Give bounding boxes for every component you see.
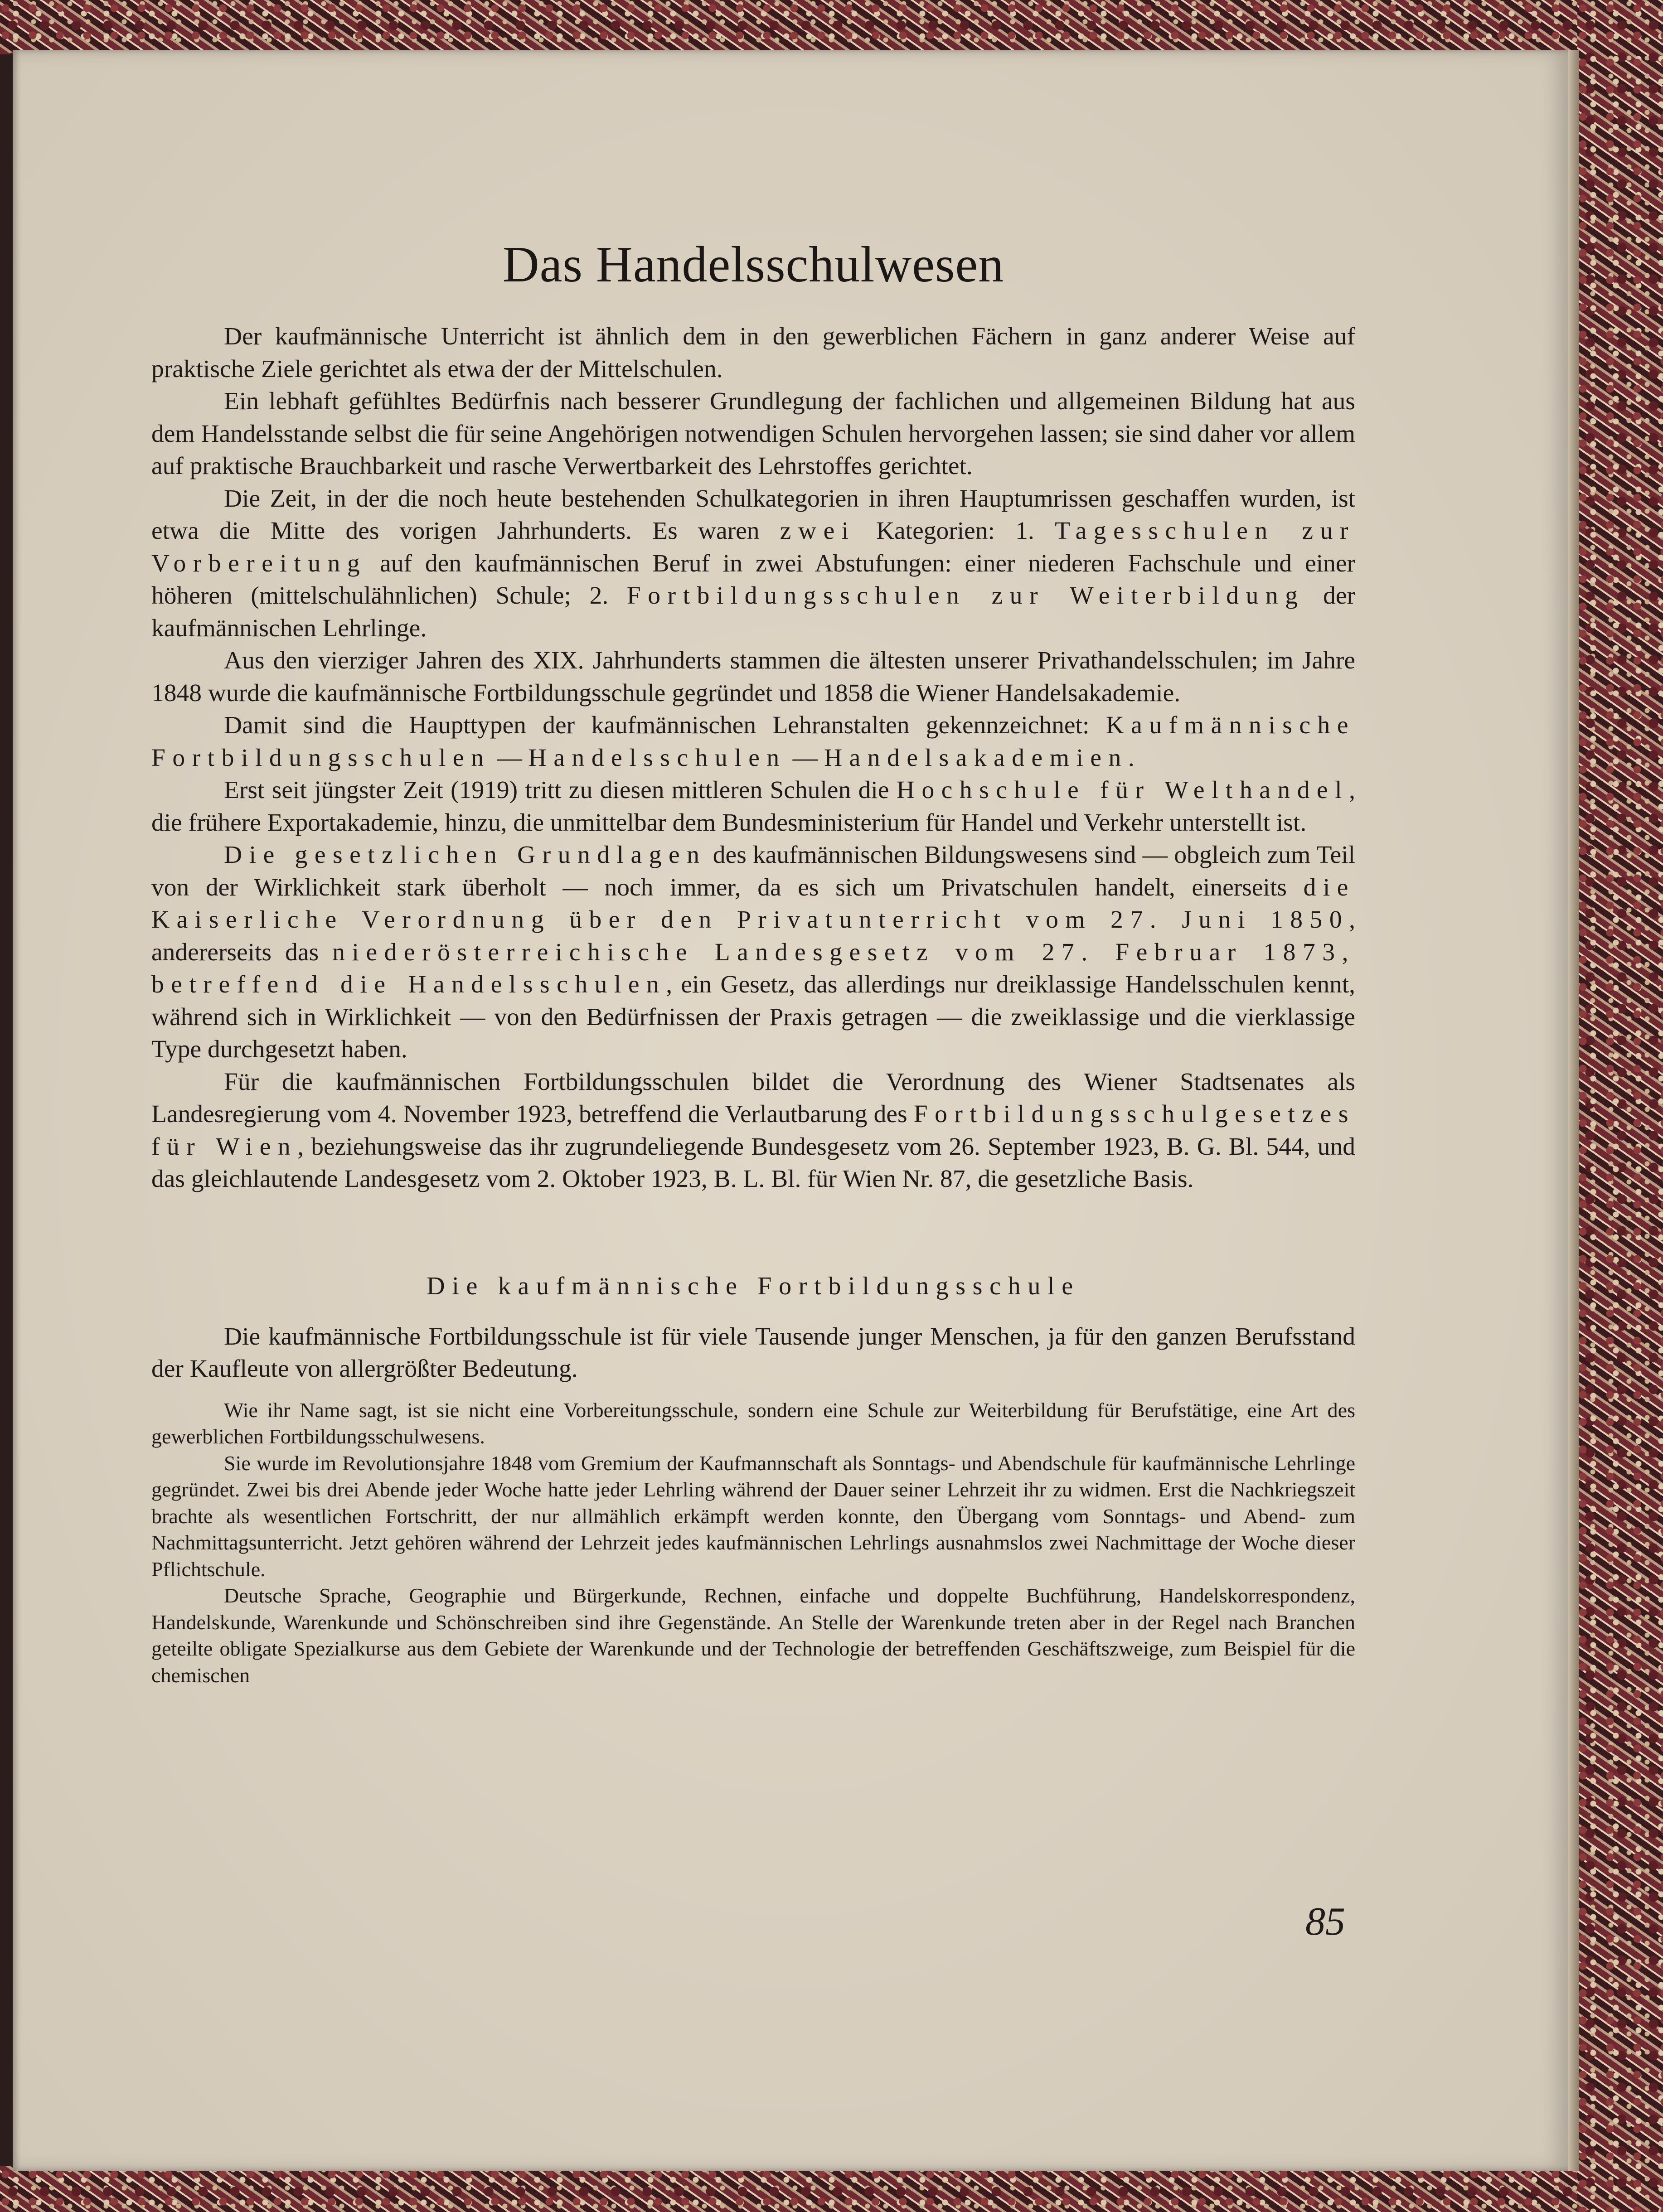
text-run: Der kaufmännische Unterricht ist ähnlich dem in den gewerblichen Fächern in ganz anderer Weise auf praktische Ziele gerichtet als etwa der der Mittelschulen. — [151, 323, 1355, 383]
small-paragraph: Sie wurde im Revolutionsjahre 1848 vom Gremium der Kaufmannschaft als Sonntags- und Abendschule für kaufmännische Lehrlinge gegründet. Zwei bis drei Abende jeder Woche hatte jeder Lehrling während der Dauer seiner Lehrzeit ihr zu widmen. Erst die Nachkriegszeit brachte als wesentlichen Fortschritt, der nur allmählich erkämpft werden konnte, den Übergang vom Sonntags- und Abend- zum Nachmittagsunterricht. Jetzt gehören während der Lehrzeit jedes kaufmännischen Lehrlings ausnahmslos zwei Nachmittage der Woche dieser Pflichtschule. — [151, 1451, 1355, 1581]
text-run: , andererseits das — [151, 906, 1355, 966]
text-run: Ein lebhaft gefühltes Bedürfnis nach besserer Grundlegung der fachlichen und allgemeinen Bildung hat aus dem Handelsstande selbst die für seine Angehörigen notwendigen Schulen hervorgehen lassen; sie sind daher vor allem auf praktische Brauchbarkeit und rasche Verwertbarkeit des Lehrstoffes gerichtet. — [151, 387, 1355, 480]
text-run: Für die kaufmännischen Fortbildungsschulen bildet die Verordnung des Wiener Stadtsenates als Landesregierung vom 4. November 1923, betreffend die Verlautbarung des — [151, 1068, 1355, 1128]
text-run: — — [786, 744, 824, 772]
text-run: Erst seit jüngster Zeit (1919) tritt zu diesen mittleren Schulen die — [224, 776, 897, 804]
text-run: — — [490, 744, 528, 772]
body-paragraph — [151, 709, 1355, 774]
section-lead-paragraph: Die kaufmännische Fortbildungsschule ist für viele Tausende junger Menschen, ja für den ganzen Berufsstand der Kaufleute von allergrößter Bedeutung. — [151, 1322, 1355, 1383]
spaced-emphasis: die Kaiserliche Verordnung über den Privatunterricht vom 27. Juni 1850 — [151, 873, 1355, 934]
body-paragraph — [151, 774, 1355, 839]
page-content — [151, 236, 1355, 1689]
body-paragraph — [151, 320, 1355, 385]
spaced-emphasis: niederösterreichische Landesgesetz vom 27. Februar 1873, betreffend die Handelsschulen — [151, 938, 1355, 998]
body-paragraph — [151, 1066, 1355, 1196]
body-paragraph — [151, 483, 1355, 645]
text-run: des kaufmännischen Bildungswesens sind — obgleich zum Teil von der Wirklichkeit stark überholt — noch immer, da es sich um Privatschulen handelt, einerseits — [151, 841, 1355, 901]
spaced-emphasis: Handelsakademien. — [824, 744, 1142, 772]
intro-paragraphs — [151, 320, 1355, 1196]
text-run: Damit sind die Haupttypen der kaufmännischen Lehranstalten gekennzeichnet: — [224, 712, 1106, 739]
page-title: Das Handelsschulwesen — [502, 237, 1004, 293]
small-paragraph: Wie ihr Name sagt, ist sie nicht eine Vorbereitungsschule, sondern eine Schule zur Weiterbildung für Berufstätige, eine Art des gewerblichen Fortbildungsschulwesens. — [151, 1398, 1355, 1448]
spaced-emphasis: zwei — [780, 517, 856, 545]
spaced-emphasis: Tagesschulen zur Vorbereitung — [151, 517, 1355, 577]
page-number: 85 — [1305, 1900, 1345, 1944]
text-run: Kategorien: 1. — [855, 517, 1055, 545]
spaced-emphasis: Fortbildungsschulen zur Weiterbildung — [626, 582, 1305, 610]
book-binding-bottom — [0, 2166, 1663, 2212]
body-paragraph — [151, 644, 1355, 709]
body-paragraph — [151, 385, 1355, 483]
spaced-emphasis: Handelsschulen — [528, 744, 786, 772]
spaced-emphasis: Fortbildungsschulgesetzes für Wien — [151, 1100, 1355, 1161]
page-edge — [1568, 50, 1579, 2171]
text-run: auf den kaufmännischen Beruf in zwei Abstufungen: einer niederen Fachschule und einer höheren (mittelschulähnlichen) Schule; 2. — [151, 549, 1355, 610]
section-small-text — [151, 1397, 1355, 1689]
section-lead — [151, 1321, 1355, 1385]
text-run: der kaufmännischen Lehrlinge. — [151, 582, 1355, 642]
text-run: Die Zeit, in der die noch heute bestehenden Schulkategorien in ihren Hauptumrissen geschaffen wurden, ist etwa die Mitte des vorigen Jahrhunderts. Es waren — [151, 484, 1355, 545]
small-paragraph: Deutsche Sprache, Geographie und Bürgerkunde, Rechnen, einfache und doppelte Buchführung, Handelskorrespondenz, Handelskunde, Warenkunde und Schönschreiben sind ihre Gegenstände. An Stelle der Warenkunde treten aber in der Regel nach Branchen geteilte obligate Spezialkurse aus dem Gebiete der Warenkunde und der Technologie der betreffenden Geschäftszweige, zum Beispiel für die chemischen — [151, 1584, 1355, 1687]
text-run: , beziehungsweise das ihr zugrundeliegende Bundesgesetz vom 26. September 1923, B. G. Bl. 544, und das gleichlautende Landesgesetz vom 2. Oktober 1923, B. L. Bl. für Wien Nr. 87, die gesetzliche Basis. — [151, 1133, 1355, 1193]
text-run: , ein Gesetz, das allerdings nur dreiklassige Handelsschulen kennt, während sich in Wirklichkeit — von den Bedürfnissen der Praxis getragen — die zweiklassige und die vierklassige Type durchgesetzt haben. — [151, 971, 1355, 1063]
body-paragraph — [151, 839, 1355, 1066]
text-run: Aus den vierziger Jahren des XIX. Jahrhunderts stammen die ältesten unserer Privathandelsschulen; im Jahre 1848 wurde die kaufmännische Fortbildungsschule gegründet und 1858 die Wiener Handelsakademie. — [151, 647, 1355, 707]
spaced-emphasis: Die gesetzlichen Grundlagen — [224, 841, 707, 869]
section-heading: Die kaufmännische Fortbildungsschule — [427, 1272, 1080, 1300]
text-run: , die frühere Exportakademie, hinzu, die unmittelbar dem Bundesministerium für Handel und Verkehr unterstellt ist. — [151, 776, 1355, 837]
book-binding-right — [1577, 0, 1663, 2212]
spaced-emphasis: Hochschule für Welthandel — [896, 776, 1349, 804]
spaced-emphasis: Kaufmännische Fortbildungsschulen — [151, 712, 1355, 772]
book-binding-top — [0, 0, 1663, 54]
